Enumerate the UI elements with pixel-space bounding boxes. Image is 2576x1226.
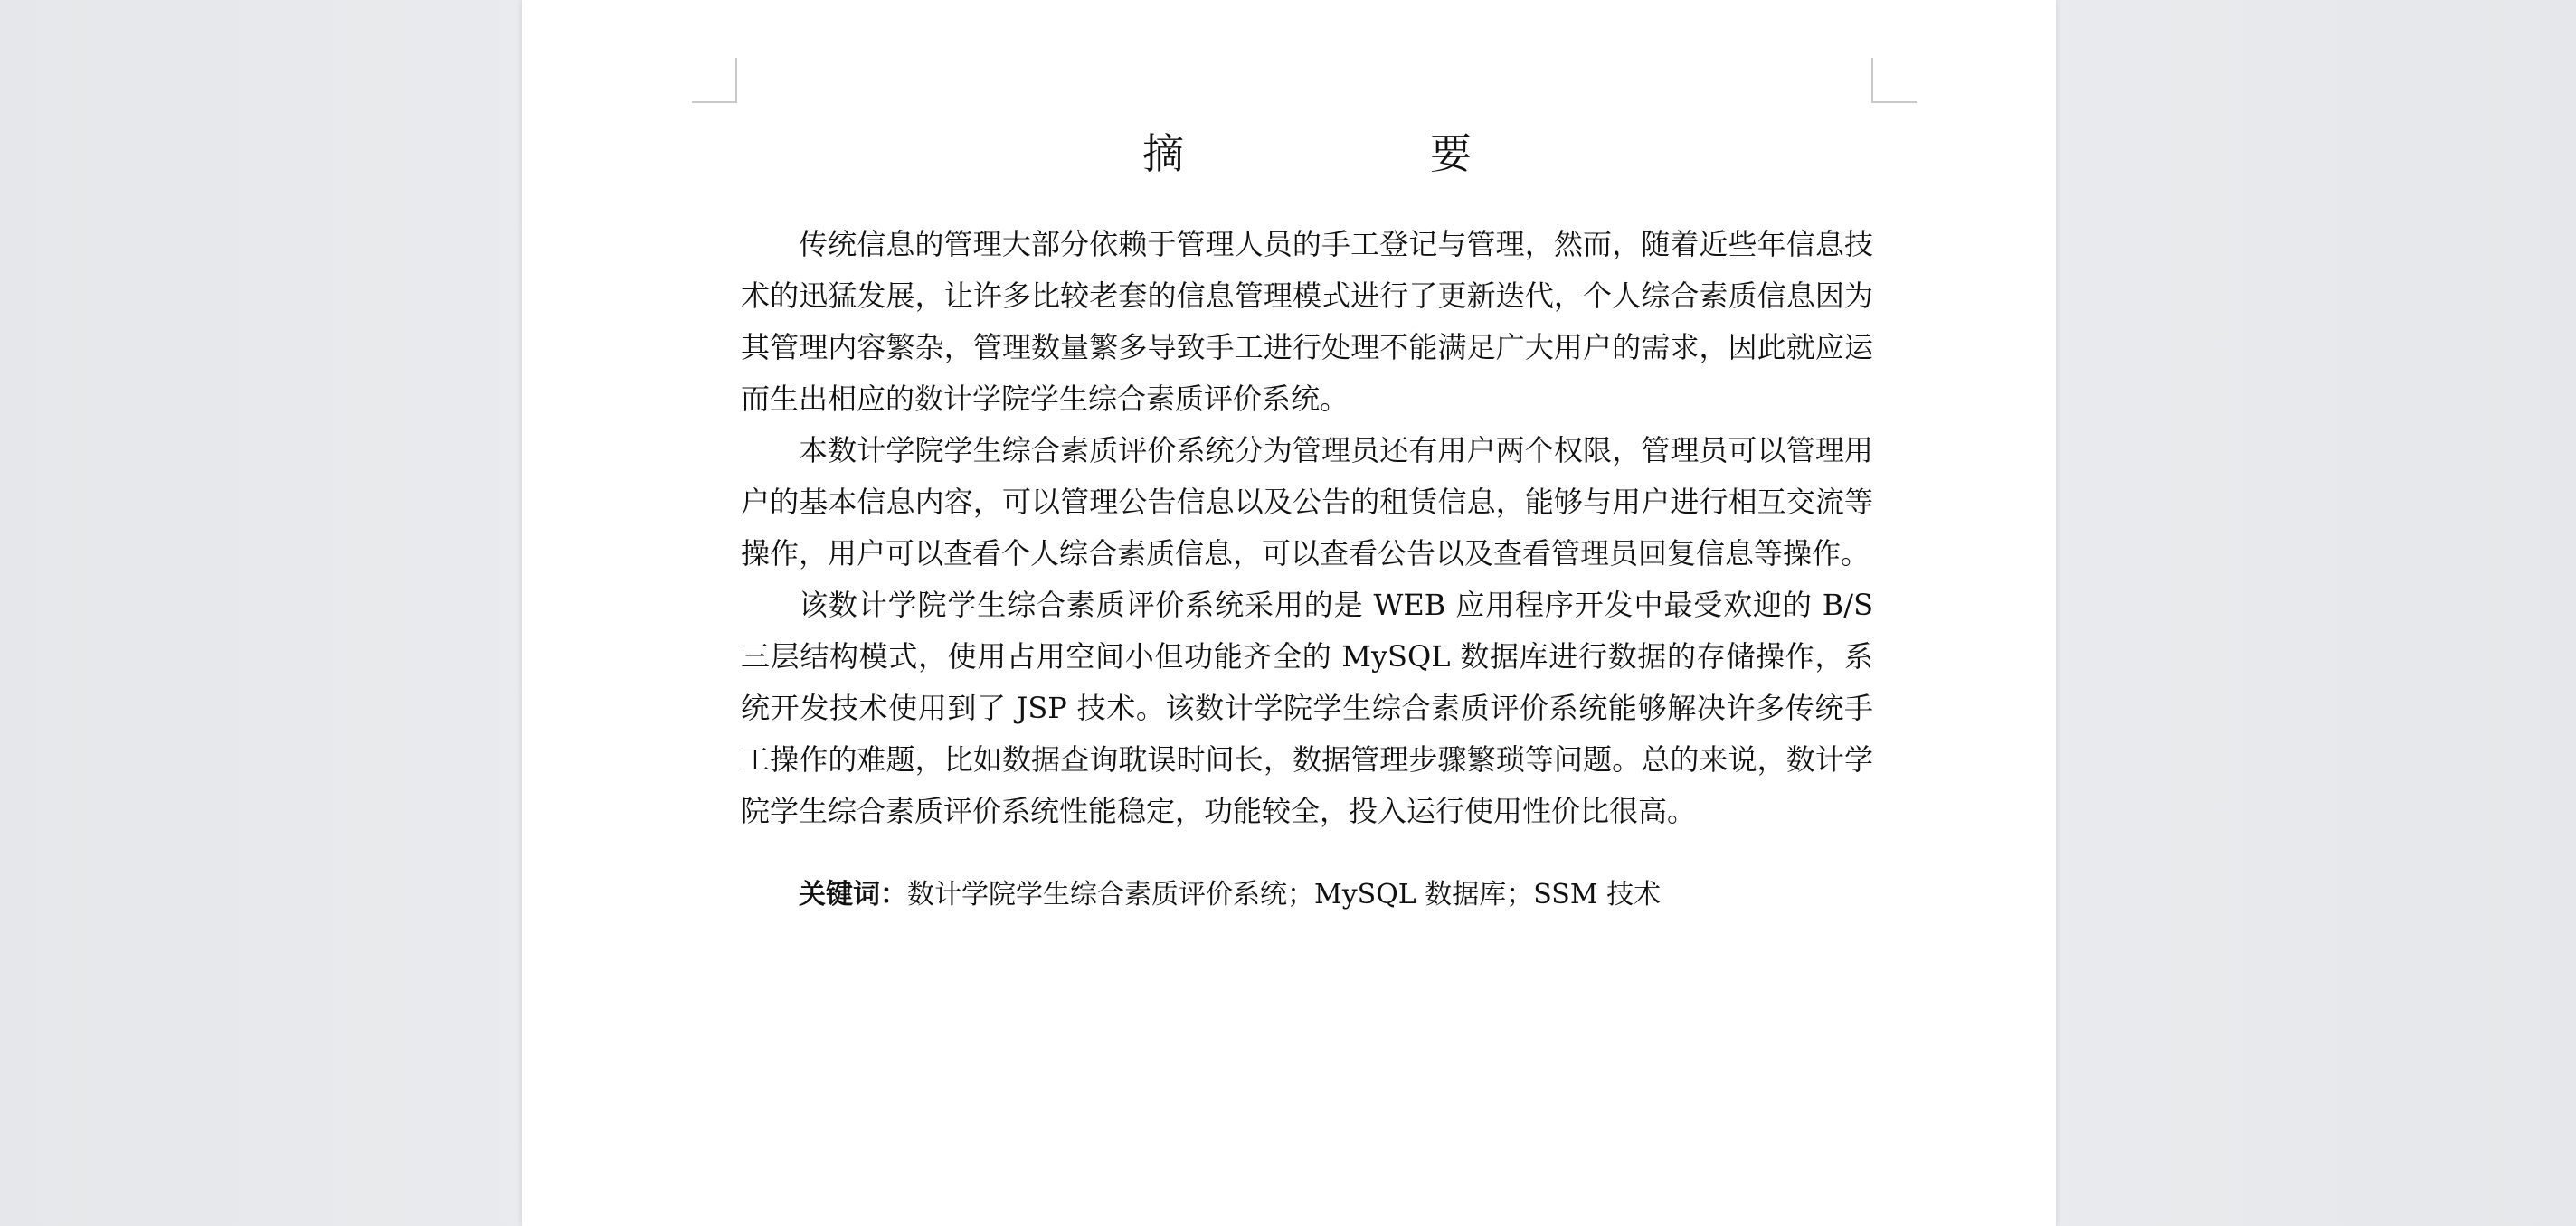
top-left-margin-mark bbox=[692, 58, 737, 103]
page-content bbox=[741, 118, 1873, 920]
document-page[interactable] bbox=[522, 0, 2056, 1226]
abstract-paragraph-2: 本数计学院学生综合素质评价系统分为管理员还有用户两个权限，管理员可以管理用户的基本信息内容，可以管理公告信息以及公告的租赁信息，能够与用户进行相互交流等操作，用户可以查看个人综合素质信息，可以查看公告以及查看管理员回复信息等操作。 bbox=[741, 433, 1873, 571]
keywords-label: 关键词： bbox=[799, 879, 907, 910]
keywords-text: 数计学院学生综合素质评价系统；MySQL 数据库；SSM 技术 bbox=[907, 879, 1662, 910]
abstract-paragraph-1: 传统信息的管理大部分依赖于管理人员的手工登记与管理，然而，随着近些年信息技术的迅猛发展，让许多比较老套的信息管理模式进行了更新迭代，个人综合素质信息因为其管理内容繁杂，管理数量繁多导致手工进行处理不能满足广大用户的需求，因此就应运而生出相应的数计学院学生综合素质评价系统。 bbox=[741, 227, 1873, 416]
abstract-title: 摘 要 bbox=[1142, 129, 1526, 178]
top-right-margin-mark bbox=[1871, 58, 1917, 103]
keywords-line bbox=[799, 870, 1873, 920]
abstract-paragraph-3: 该数计学院学生综合素质评价系统采用的是 WEB 应用程序开发中最受欢迎的 B/S 三层结构模式，使用占用空间小但功能齐全的 MySQL 数据库进行数据的存储操作，系统开发技术使用到了 JSP 技术。该数计学院学生综合素质评价系统能够解决许多传统手工操作的难题，比如数据查询耽误时间长，数据管理步骤繁琐等问题。总的来说，数计学院学生综合素质评价系统性能稳定，功能较全，投入运行使用性价比很高。 bbox=[741, 588, 1873, 828]
